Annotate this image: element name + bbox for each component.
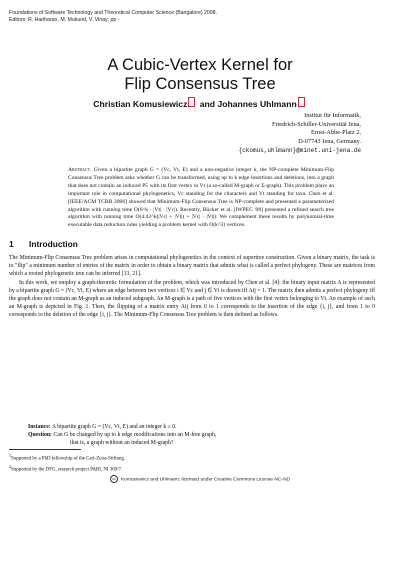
abstract (68, 167, 334, 230)
problem-instance (28, 423, 358, 431)
title-line-2: Flip Consensus Tree (124, 75, 276, 93)
question-text-1: Can G be changed by up to k edge modifications into an M-free graph, (53, 432, 217, 439)
question-text-2: that is, a graph without an induced M-graph? (70, 440, 174, 447)
footnotes (9, 452, 125, 473)
author-1: Christian Komusiewicz (93, 99, 188, 109)
instance-text: A bipartite graph G = (Vc, Vt, E) and an integer k ≥ 0. (51, 424, 177, 430)
introduction-body (9, 254, 375, 319)
proceedings-header (9, 10, 217, 24)
header-line-1: Foundations of Software Technology and Theoretical Computer Science (Bangalore) 2008. (9, 10, 218, 16)
question-label: Question: (28, 432, 52, 439)
footnote-divider (9, 449, 81, 450)
section-number: 1 (9, 239, 14, 249)
author-email: {ckomus,uhlmann}@minet.uni-jena.de (238, 146, 361, 154)
author-2: Johannes Uhlmann (217, 99, 297, 109)
affiliation-line-2: Friedrich-Schiller-Universität Jena, (271, 120, 361, 128)
footnote-1: $^1$Supported by a PhD fellowship of the Carl-Zeiss-Stiftung. (9, 453, 126, 462)
affiliation-line-4: D-07743 Jena, Germany. (298, 138, 361, 146)
affiliation-line-1: Institut für Informatik, (304, 112, 361, 119)
license-text: Komusiewicz and Uhlmann; licensed under Creative Commons License-NC-ND (120, 477, 291, 483)
title-line-1: A Cubic-Vertex Kernel for (107, 56, 293, 74)
affiliation-block (239, 112, 361, 156)
intro-paragraph-1: The Minimum-Flip Consensus Tree problem arises in computational phylogenetics in the context of supertree construction. Given a binary matrix, the task is to "flip" a minimum number of entries of the matrix in order to obtain a binary matrix that admits what is called a perfect phylogeny. These are matrices from which a rooted phylogenetic tree can be inferred [13, 21]. (9, 255, 375, 278)
problem-definition (28, 423, 358, 447)
problem-question (28, 431, 358, 439)
footnote-link-1[interactable] (188, 97, 195, 107)
paper-title (0, 56, 400, 94)
abstract-label: Abstract. (68, 167, 92, 173)
footnote-2: $^2$Supported by the DFG, research project PABI, NI 369/7. (9, 463, 123, 473)
header-line-2: Editors: R. Hariharan, M. Mukund, V. Vinay; pp - (9, 17, 120, 23)
section-heading (9, 239, 78, 249)
affiliation-line-3: Ernst-Abbe-Platz 2, (310, 129, 361, 137)
abstract-text: Given a bipartite graph G = (Vc, Vt, E) and a non-negative integer k, the NP-complete Minimum-Flip Consensus Tree problem asks whether G can be transformed, using up to k edge insertions and deletions, into a graph that does not contain an induced P5 with its first vertex in Vt (a so-called M-graph or Σ-graph). This problem plays an important role in computational phylogenetics, Vc standing for the characters and Vt standing for taxa. Chen et al. [IEEE/ACM TCBB 2006] showed that Minimum-Flip Consensus Tree is NP-complete and presented a parameterized algorithm with running time O(6^k · |Vt| · |Vc|). Recently, Böcker et al. [IWPEC '08] presented a refined search tree algorithm with running time O(4.42^k(|Vc| + |Vt|) + |Vc| · |Vt|). We complement these results by polynomial-time executable data reduction rules yielding a problem kernel with O(k^3) vertices. (68, 167, 334, 229)
cc-icon: cc (110, 475, 118, 483)
license-line (0, 475, 400, 483)
section-title: Introduction (29, 239, 78, 249)
footnote-link-2[interactable] (298, 97, 305, 107)
author-list (0, 99, 400, 109)
author-conjunction: and (199, 99, 216, 109)
intro-paragraph-2: In this work, we employ a graph-theoretic formulation of the problem, which was introduced by Chen et al. [4]: the binary input matrix A is represented by a bipartite graph G = (Vc, Vt, E) where an edge between two vertices i ∈ Vc and j ∈ Vt is drawn iff Aij = 1. The matrix then admits a perfect phylogeny iff the graph does not contain an M-graph as an induced subgraph. An M-graph is a path of five vertices with the first vertex belonging to Vt. An example of such an M-graph is depicted in Fig. 1. Then, the flipping of a matrix entry Aij from 0 to 1 corresponds to the insertion of the edge {i, j}, and from 1 to 0 corresponds to the deletion of the edge {i, j}. The Minimum-Flip Consensus Tree problem is then defined as follows. (9, 280, 375, 319)
instance-label: Instance: (28, 424, 51, 430)
